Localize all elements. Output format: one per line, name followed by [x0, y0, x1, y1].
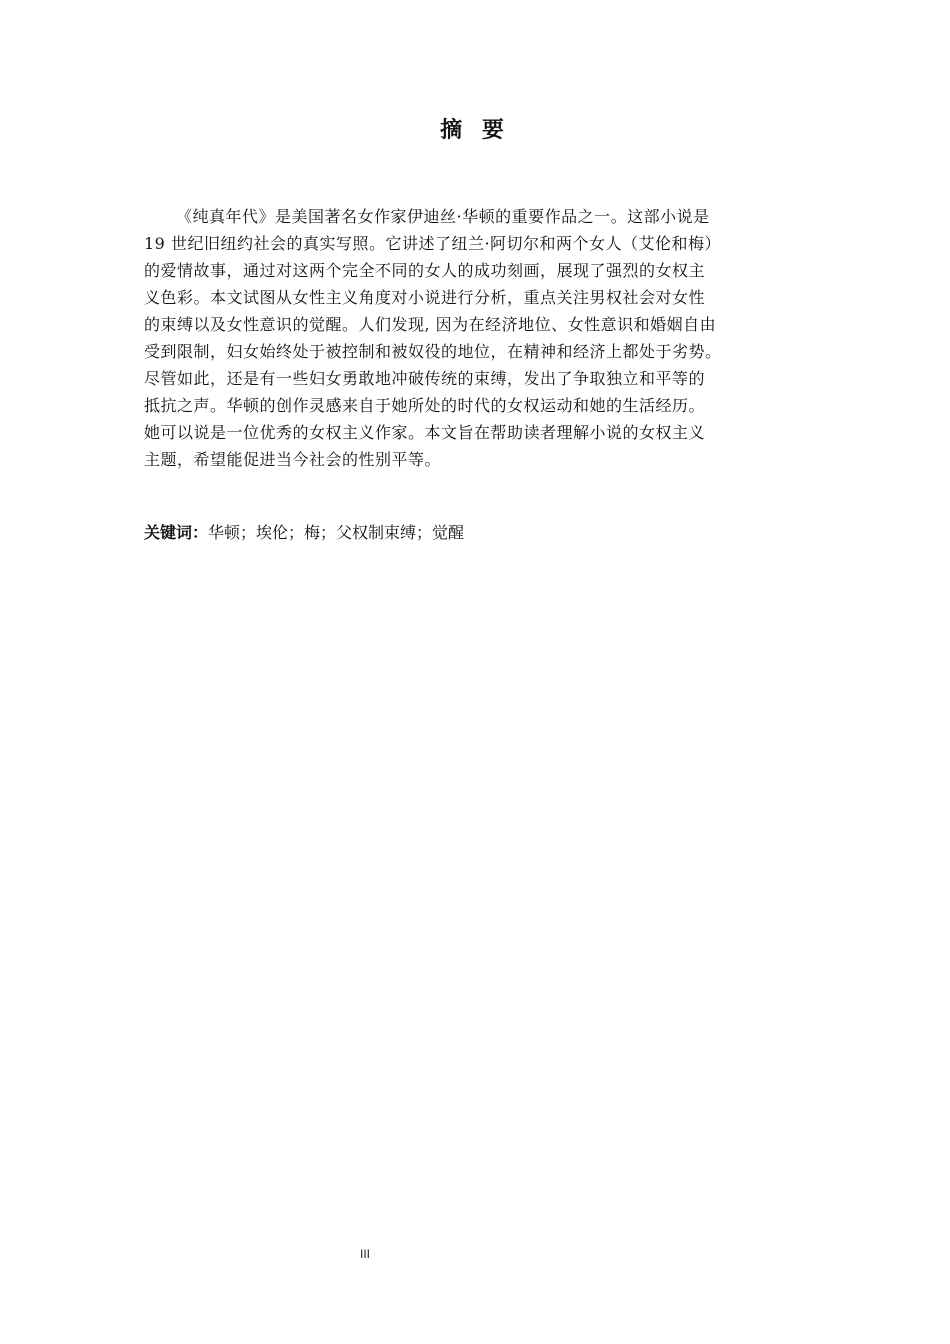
keywords-text: 华顿；埃伦；梅；父权制束缚；觉醒: [208, 523, 465, 542]
abstract-line: 抵抗之声。华顿的创作灵感来自于她所处的时代的女权运动和她的生活经历。: [144, 396, 706, 415]
keywords-label: 关键词：: [144, 523, 209, 542]
page-number: III: [359, 1247, 370, 1261]
abstract-line: 尽管如此，还是有一些妇女勇敢地冲破传统的束缚，发出了争取独立和平等的: [144, 369, 706, 388]
abstract-line: 义色彩。本文试图从女性主义角度对小说进行分析，重点关注男权社会对女性: [144, 288, 706, 307]
abstract-line: 她可以说是一位优秀的女权主义作家。本文旨在帮助读者理解小说的女权主义: [144, 423, 706, 442]
abstract-line: 的束缚以及女性意识的觉醒。人们发现, 因为在经济地位、女性意识和婚姻自由: [144, 315, 717, 334]
abstract-line: 的爱情故事，通过对这两个完全不同的女人的成功刻画，展现了强烈的女权主: [144, 261, 706, 280]
abstract-line: 主题，希望能促进当今社会的性别平等。: [144, 450, 442, 469]
abstract-body: [144, 203, 824, 473]
abstract-line: 受到限制，妇女始终处于被控制和被奴役的地位，在精神和经济上都处于劣势。: [144, 342, 722, 361]
abstract-line: 《纯真年代》是美国著名女作家伊迪丝·华顿的重要作品之一。这部小说是: [176, 207, 710, 226]
abstract-line: 19 世纪旧纽约社会的真实写照。它讲述了纽兰·阿切尔和两个女人（艾伦和梅）: [144, 234, 722, 253]
page-title: 摘 要: [440, 118, 510, 143]
keywords: [144, 519, 464, 546]
